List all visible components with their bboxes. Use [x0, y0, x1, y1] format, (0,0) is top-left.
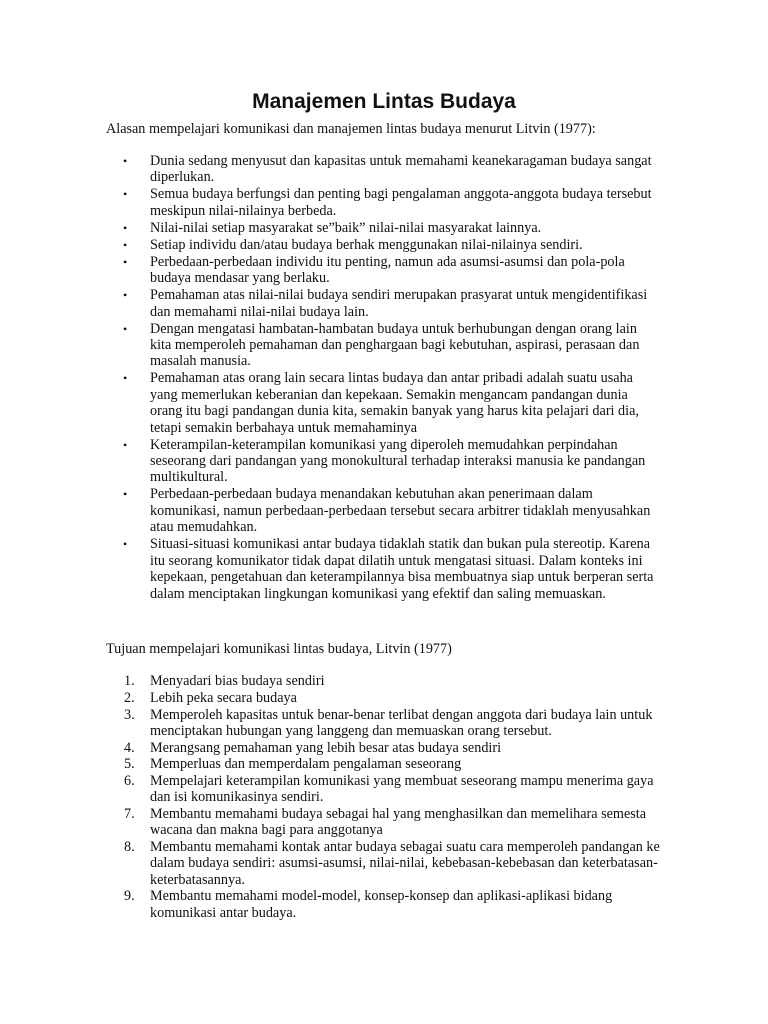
bullet-text: Nilai-nilai setiap masyarakat se”baik” nilai-nilai masyarakat lainnya.	[150, 219, 542, 236]
bullet-dot: •	[123, 321, 128, 336]
item-number: 3.	[124, 706, 135, 723]
numbered-text: Merangsang pemahaman yang lebih besar atas budaya sendiri	[150, 739, 502, 756]
bullet-item	[106, 153, 666, 186]
numbered-item	[106, 707, 666, 739]
bullet-dot: •	[123, 537, 128, 552]
bullet-dot: •	[123, 220, 128, 235]
bullet-item	[106, 536, 666, 602]
bullet-item	[106, 237, 666, 253]
item-number: 7.	[124, 806, 135, 823]
numbered-text: Menyadari bias budaya sendiri	[150, 673, 325, 689]
bullet-dot: •	[123, 237, 128, 252]
bullet-item	[106, 486, 666, 535]
numbered-text: Membantu memahami budaya sebagai hal yang menghasilkan dan memelihara semesta wacana dan makna bagi para anggotanya	[150, 806, 647, 839]
bullet-text: Perbedaan-perbedaan budaya menandakan kebutuhan akan penerimaan dalam komunikasi, namun perbedaan-perbedaan tersebut secara arbitrer tidaklah menyusahkan atau memudahkan.	[150, 486, 651, 536]
bullet-item	[106, 254, 666, 287]
bullet-text: Setiap individu dan/atau budaya berhak menggunakan nilai-nilainya sendiri.	[150, 236, 583, 253]
numbered-text: Memperluas dan memperdalam pengalaman seseorang	[150, 756, 462, 773]
bullet-text: Pemahaman atas orang lain secara lintas budaya dan antar pribadi adalah suatu usaha yang memerlukan keberanian dan kepekaan. Semakin mengancam pandangan dunia orang itu bagi pandangan dunia kita, semakin banyak yang harus kita pelajari dari dia, tetapi semakin berbahaya untuk memahaminya	[150, 370, 639, 436]
numbered-item	[106, 806, 666, 838]
numbered-text: Membantu memahami model-model, konsep-konsep dan aplikasi-aplikasi bidang komunikasi antar budaya.	[150, 888, 613, 921]
numbered-item	[106, 773, 666, 805]
numbered-item	[106, 690, 666, 706]
bullet-item	[106, 287, 666, 320]
numbered-item	[106, 756, 666, 772]
item-number: 6.	[124, 773, 135, 790]
document-title: Manajemen Lintas Budaya	[252, 90, 516, 113]
bullet-dot: •	[123, 187, 128, 202]
bullet-text: Pemahaman atas nilai-nilai budaya sendiri merupakan prasyarat untuk mengidentifikasi dan memahami nilai-nilai budaya lain.	[150, 287, 648, 320]
item-number: 4.	[124, 739, 135, 756]
numbered-text: Lebih peka secara budaya	[150, 689, 297, 706]
bullet-dot: •	[123, 371, 128, 386]
bullet-text: Semua budaya berfungsi dan penting bagi pengalaman anggota-anggota budaya tersebut meskipun nilai-nilainya berbeda.	[150, 186, 652, 219]
numbered-item	[106, 888, 666, 920]
bullet-text: Keterampilan-keterampilan komunikasi yang diperoleh memudahkan perpindahan seseorang dari pandangan yang monokultural terhadap interaksi manusia ke pandangan multikultural.	[150, 436, 646, 486]
numbered-text: Memperoleh kapasitas untuk benar-benar terlibat dengan anggota dari budaya lain untuk menciptakan hubungan yang langgeng dan memuaskan orang tersebut.	[150, 706, 653, 739]
reasons-bullet-list	[106, 153, 666, 603]
bullet-dot: •	[123, 154, 128, 168]
bullet-item	[106, 321, 666, 370]
bullet-text: Situasi-situasi komunikasi antar budaya tidaklah statik dan bukan pula stereotip. Karena itu seorang komunikator tidak dapat dilatih untuk mengatasi situasi. Dalam konteks ini kepekaan, pengetahuan dan keterampilannya bisa membuatnya siap untuk berperan serta dalam menciptakan lingkungan komunikasi yang efektif dan saling memuaskan.	[150, 536, 654, 602]
bullet-text: Dunia sedang menyusut dan kapasitas untuk memahami keanekaragaman budaya sangat diperlukan.	[150, 153, 652, 186]
numbered-item	[106, 673, 666, 689]
bullet-dot: •	[123, 437, 128, 452]
item-number: 1.	[124, 673, 135, 689]
numbered-item	[106, 740, 666, 756]
numbered-text: Membantu memahami kontak antar budaya sebagai suatu cara memperoleh pandangan ke dalam budaya sendiri: asumsi-asumsi, nilai-nilai, kebebasan-kebebasan dan keterbatasan-keterbatasannya.	[150, 839, 660, 888]
item-number: 8.	[124, 839, 135, 856]
section-heading-tujuan: Tujuan mempelajari komunikasi lintas budaya, Litvin (1977)	[106, 641, 452, 657]
item-number: 2.	[124, 689, 135, 706]
intro-paragraph: Alasan mempelajari komunikasi dan manajemen lintas budaya menurut Litvin (1977):	[106, 121, 596, 137]
bullet-item	[106, 220, 666, 236]
bullet-text: Dengan mengatasi hambatan-hambatan budaya untuk berhubungan dengan orang lain kita memperoleh pemahaman dan penghargaan bagi kebutuhan, aspirasi, perasaan dan masalah manusia.	[150, 320, 640, 370]
bullet-item	[106, 437, 666, 486]
goals-numbered-list	[106, 673, 666, 921]
bullet-item	[106, 186, 666, 219]
item-number: 9.	[124, 888, 135, 905]
bullet-dot: •	[123, 487, 128, 502]
bullet-dot: •	[123, 288, 128, 303]
item-number: 5.	[124, 756, 135, 773]
bullet-item	[106, 370, 666, 436]
bullet-dot: •	[123, 254, 128, 269]
bullet-text: Perbedaan-perbedaan individu itu penting, namun ada asumsi-asumsi dan pola-pola budaya mendasar yang berlaku.	[150, 253, 625, 287]
numbered-item	[106, 839, 666, 888]
numbered-text: Mempelajari keterampilan komunikasi yang membuat seseorang mampu menerima gaya dan isi komunikasinya sendiri.	[150, 773, 654, 806]
